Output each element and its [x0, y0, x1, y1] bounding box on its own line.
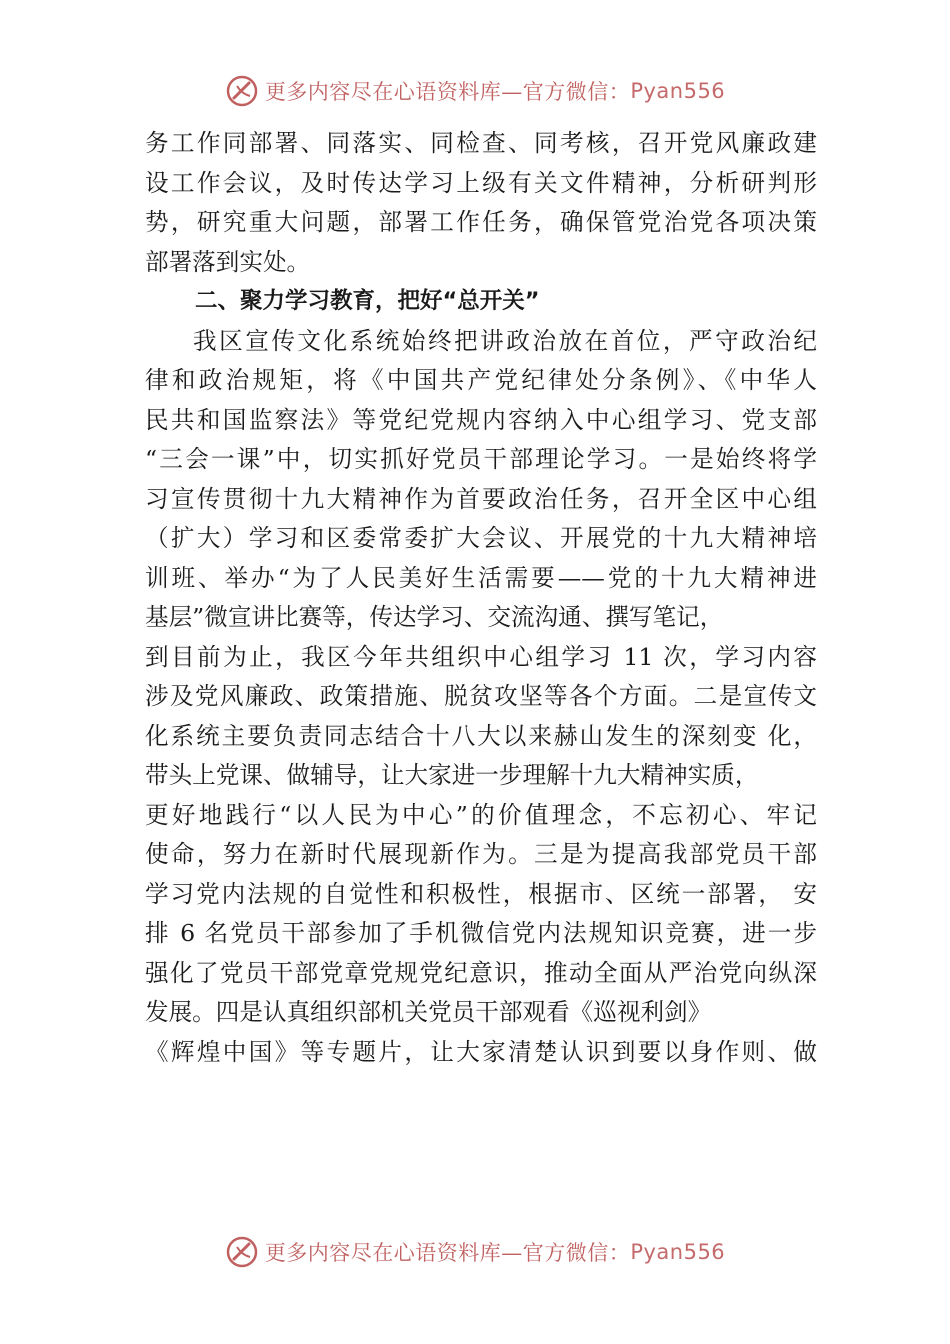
paragraph-line: 《辉煌中国》等专题片，让大家清楚认识到要以身作则、做: [145, 1037, 817, 1066]
watermark-header: [0, 74, 950, 108]
paragraph-line: 带头上党课、做辅导，让大家进一步理解十九大精神实质，: [145, 761, 759, 789]
body-line: 务工作同部署、同落实、同检查、同考核，召开党风廉政建: [145, 129, 817, 157]
paragraph-line: “三会一课”中，切实抓好党员干部理论学习。一是始终将学: [145, 445, 817, 473]
paragraph-line: 涉及党风廉政、政策措施、脱贫攻坚等各个方面。二是宣传文: [145, 682, 817, 710]
paragraph-line: 学习党内法规的自觉性和积极性，根据市、区统一部署， 安: [145, 879, 817, 908]
paragraph-line: 强化了党员干部党章党规党纪意识，推动全面从严治党向纵深: [145, 958, 817, 987]
paragraph-line: 到目前为止，我区今年共组织中心组学习 11 次，学习内容: [145, 642, 817, 671]
paragraph-line: （扩大）学习和区委常委扩大会议、开展党的十九大精神培: [145, 524, 817, 552]
paragraph-line: 我区宣传文化系统始终把讲政治放在首位，严守政治纪: [193, 326, 817, 355]
body-line: 部署落到实处。: [145, 247, 311, 276]
watermark-wechat-id: Pyan556: [630, 1240, 726, 1264]
document-body: [145, 124, 817, 1072]
seal-logo-icon: [225, 74, 259, 108]
paragraph-line: 发展。四是认真组织部机关党员干部观看《巡视利剑》: [145, 998, 712, 1026]
paragraph-line: 训班、举办“为了人民美好生活需要——党的十九大精神进: [145, 563, 817, 592]
paragraph-line: 排 6 名党员干部参加了手机微信党内法规知识竞赛，进一步: [145, 919, 817, 947]
section-heading: 二、聚力学习教育，把好“总开关”: [195, 288, 540, 314]
seal-logo-icon: [225, 1235, 259, 1269]
paragraph-line: 律和政治规矩，将《中国共产党纪律处分条例》、《中华人: [145, 366, 817, 394]
paragraph-line: 使命，努力在新时代展现新作为。三是为提高我部党员干部: [145, 840, 817, 868]
body-line: 设工作会议，及时传达学习上级有关文件精神，分析研判形: [145, 168, 817, 197]
paragraph-line: 化系统主要负责同志结合十八大以来赫山发生的深刻变 化，: [145, 721, 817, 750]
watermark-brand-text: 更多内容尽在心语资料库—官方微信：: [264, 80, 631, 104]
paragraph-line: 习宣传贯彻十九大精神作为首要政治任务，召开全区中心组: [145, 484, 817, 513]
paragraph-line: 更好地践行“以人民为中心”的价值理念，不忘初心、牢记: [145, 800, 817, 829]
watermark-footer: [0, 1235, 950, 1269]
paragraph-line: 民共和国监察法》等党纪党规内容纳入中心组学习、党支部: [145, 405, 817, 434]
watermark-wechat-id: Pyan556: [630, 79, 726, 103]
body-line: 势，研究重大问题，部署工作任务，确保管党治党各项决策: [145, 208, 817, 236]
watermark-brand-text: 更多内容尽在心语资料库—官方微信：: [264, 1241, 631, 1265]
paragraph-line: 基层”微宣讲比赛等，传达学习、交流沟通、撰写笔记，: [145, 603, 724, 631]
